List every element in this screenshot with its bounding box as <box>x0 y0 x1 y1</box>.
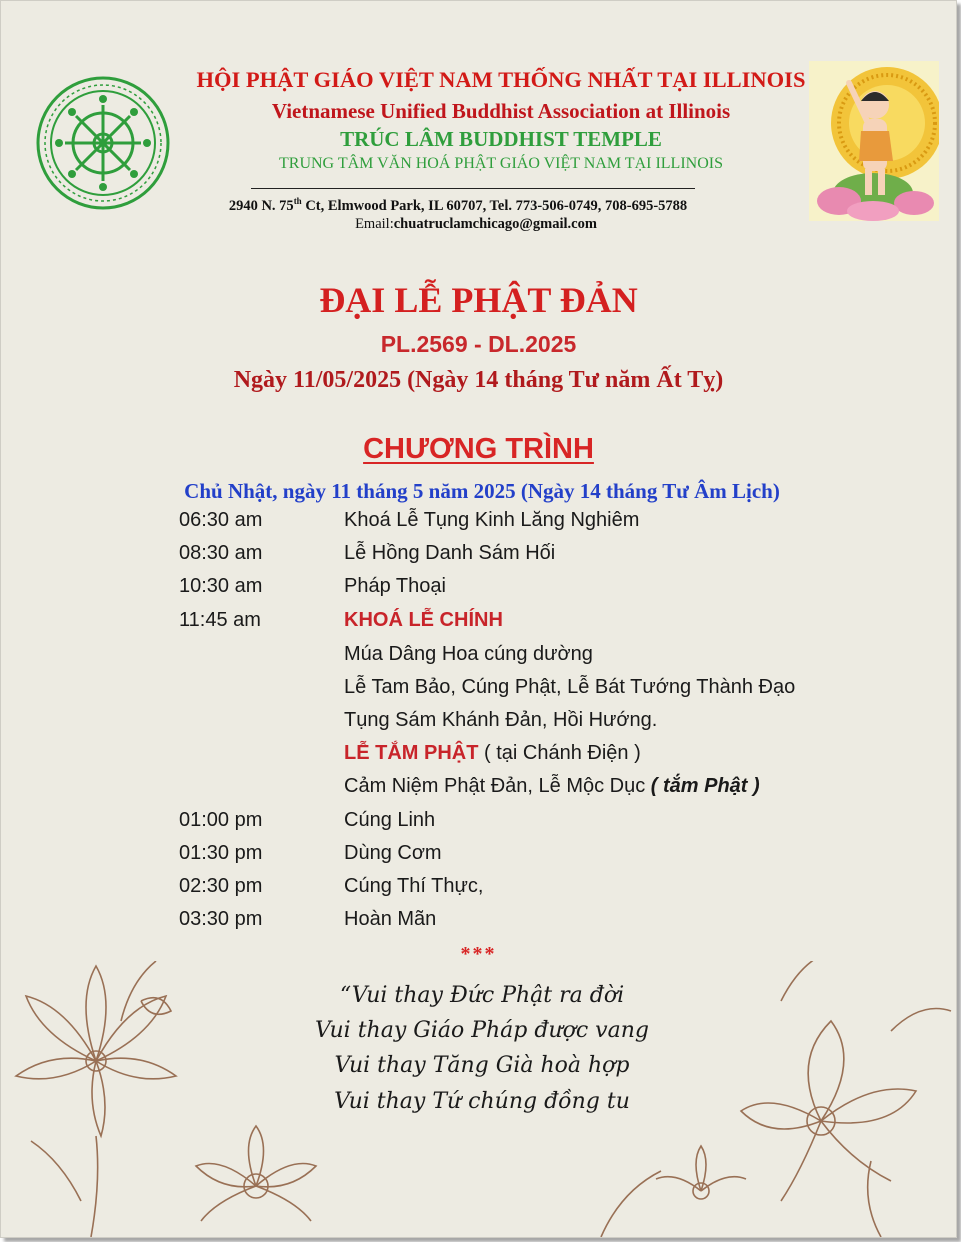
schedule-row <box>1 709 956 739</box>
address-rest: Ct, Elmwood Park, IL 60707, Tel. 773-506-0749, 708-695-5788 <box>301 197 688 214</box>
schedule-desc: Lễ Tam Bảo, Cúng Phật, Lễ Bát Tướng Thành Đạo <box>344 676 796 698</box>
schedule-italic-note: ( tắm Phật ) <box>650 775 760 797</box>
program-heading-text: CHƯƠNG TRÌNH <box>363 433 594 465</box>
schedule-row <box>1 742 956 772</box>
poem-line: Vui thay Tăng Già hoà hợp <box>334 1053 630 1078</box>
schedule-row <box>1 809 956 839</box>
cultural-center-name: TRUNG TÂM VĂN HOÁ PHẬT GIÁO VIỆT NAM TẠI ILLINOIS <box>279 155 723 172</box>
schedule-main: Cảm Niệm Phật Đản, Lễ Mộc Dục <box>344 775 651 797</box>
schedule-row <box>1 609 956 639</box>
poem-line: Vui thay Giáo Pháp được vang <box>315 1018 649 1043</box>
schedule-row <box>1 676 956 706</box>
schedule-desc: Dùng Cơm <box>344 842 442 864</box>
schedule-row <box>1 875 956 905</box>
address-line <box>161 196 755 215</box>
address-part: 2940 N. 75 <box>228 197 294 214</box>
schedule-desc: Khoá Lễ Tụng Kinh Lăng Nghiêm <box>344 509 640 531</box>
schedule-desc: Cúng Linh <box>344 809 436 831</box>
event-title: ĐẠI LỄ PHẬT ĐẢN <box>319 280 638 320</box>
poem-line: “Vui thay Đức Phật ra đời <box>339 983 625 1008</box>
schedule-time: 08:30 am <box>179 542 263 564</box>
org-name-english: Vietnamese Unified Buddhist Association at Illinois <box>271 99 731 123</box>
schedule-row <box>1 542 956 572</box>
schedule-row <box>1 908 956 938</box>
schedule-time: 10:30 am <box>179 575 263 597</box>
schedule-desc: KHOÁ LỄ CHÍNH <box>344 609 503 631</box>
schedule-desc: Pháp Thoại <box>344 575 446 597</box>
program-day: Chủ Nhật, ngày 11 tháng 5 năm 2025 (Ngày 14 tháng Tư Âm Lịch) <box>184 479 780 503</box>
schedule-desc: Tụng Sám Khánh Đản, Hồi Hướng. <box>344 709 658 731</box>
address-sup: th <box>293 196 302 206</box>
schedule-time: 01:30 pm <box>179 842 263 864</box>
schedule-time: 02:30 pm <box>179 875 263 897</box>
schedule-row <box>1 842 956 872</box>
schedule-desc <box>344 742 641 765</box>
program-heading <box>1 433 956 466</box>
schedule-row <box>1 775 956 805</box>
poem-line: Vui thay Tứ chúng đồng tu <box>334 1089 630 1114</box>
schedule-row <box>1 575 956 605</box>
schedule-desc: Hoàn Mãn <box>344 908 437 930</box>
schedule-time: 11:45 am <box>179 609 261 631</box>
schedule-desc: Lễ Hồng Danh Sám Hối <box>344 542 556 564</box>
schedule-desc: Cúng Thí Thực, <box>344 875 484 897</box>
schedule-desc <box>344 775 760 798</box>
email-line <box>161 216 791 233</box>
schedule-time: 06:30 am <box>179 509 263 531</box>
section-divider-stars: *** <box>460 943 497 965</box>
email-label: Email: <box>355 216 394 232</box>
event-date: Ngày 11/05/2025 (Ngày 14 tháng Tư năm Ất Tỵ) <box>233 367 724 393</box>
schedule-time: 03:30 pm <box>179 908 263 930</box>
event-years: PL.2569 - DL.2025 <box>380 331 577 357</box>
email-address[interactable]: chuatruclamchicago@gmail.com <box>393 216 597 232</box>
schedule-row <box>1 509 956 539</box>
header-divider <box>251 188 695 189</box>
schedule-highlight: LỄ TẮM PHẬT <box>344 742 479 764</box>
schedule-row <box>1 643 956 673</box>
schedule-time: 01:00 pm <box>179 809 263 831</box>
schedule-note: ( tại Chánh Điện ) <box>478 742 641 764</box>
dharma-wheel-logo-icon <box>35 75 171 211</box>
temple-name: TRÚC LÂM BUDDHIST TEMPLE <box>340 127 662 151</box>
schedule-desc: Múa Dâng Hoa cúng dường <box>344 643 593 665</box>
org-name-vietnamese: HỘI PHẬT GIÁO VIỆT NAM THỐNG NHẤT TẠI ILLINOIS <box>196 67 806 92</box>
